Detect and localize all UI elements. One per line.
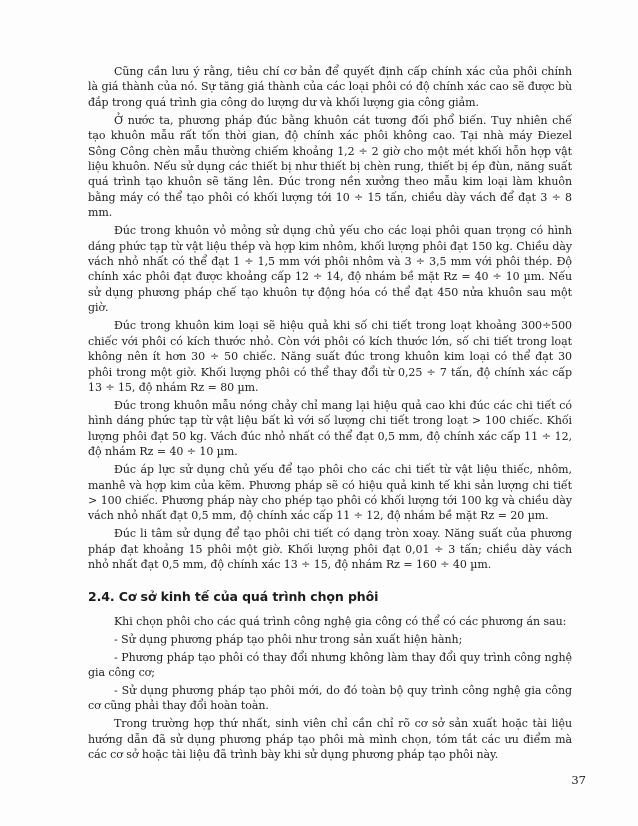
list-item-option-3: - Sử dụng phương pháp tạo phôi mới, do đó toàn bộ quy trình công nghệ gia công cơ cũng phải thay đổi hoàn toàn.: [88, 683, 572, 713]
section-heading: 2.4. Cơ sở kinh tế của quá trình chọn phôi: [88, 588, 379, 604]
paragraph-investment-casting: Đúc trong khuôn mẫu nóng chảy chỉ mang lại hiệu quả cao khi đúc các chi tiết có hình dáng phức tạp từ vật liệu bất kì với số lượng chi tiết trong loạt > 100 chiếc. Khối lượng phôi đạt 50 kg. Vách đúc nhỏ nhất có thể đạt 0,5 mm, độ chính xác cấp 11 ÷ 12, độ nhám Rz = 40 ÷ 10 µm.: [88, 398, 572, 459]
list-item-option-1: - Sử dụng phương pháp tạo phôi như trong sản xuất hiện hành;: [114, 632, 463, 646]
paragraph-centrifugal-casting: Đúc li tâm sử dụng để tạo phôi chi tiết có dạng tròn xoay. Năng suất của phương pháp đạt khoảng 15 phôi một giờ. Khối lượng phôi đạt 0,01 ÷ 3 tấn; chiều dày vách nhỏ nhất đạt 0,5 mm, độ chính xác 13 ÷ 15, độ nhám Rz = 160 ÷ 40 µm.: [88, 527, 572, 572]
page-number: 37: [571, 773, 586, 787]
paragraph-first-case: Trong trường hợp thứ nhất, sinh viên chỉ cần chỉ rõ cơ sở sản xuất hoặc tài liệu hướng dẫn đã sử dụng phương pháp tạo phôi mà mình chọn, tóm tắt các ưu điểm mà các cơ sở hoặc tài liệu đã trình bày khi sử dụng phương pháp tạo phôi này.: [88, 717, 572, 762]
paragraph-metal-mold-casting: Đúc trong khuôn kim loại sẽ hiệu quả khi số chi tiết trong loạt khoảng 300÷500 chiếc với phôi có kích thước nhỏ. Còn với phôi có kích thước lớn, số chi tiết trong loạt không nên ít hơn 30 ÷ 50 chiếc. Năng suất đúc trong khuôn kim loại có thể đạt 30 phôi trong một giờ. Khối lượng phôi có thể thay đổi từ 0,25 ÷ 7 tấn, độ chính xác cấp 13 ÷ 15, độ nhám Rz = 80 µm.: [88, 319, 572, 394]
list-item-option-2: - Phương pháp tạo phôi có thay đổi nhưng không làm thay đổi quy trình công nghệ gia công cơ;: [88, 650, 572, 679]
page-content: [88, 64, 572, 763]
paragraph-price-criteria: Cũng cần lưu ý rằng, tiêu chí cơ bản để quyết định cấp chính xác của phôi chính là giá thành của nó. Sự tăng giá thành của các loại phôi có độ chính xác cao sẽ được bù đắp trong quá trình gia công do lượng dư và khối lượng gia công giảm.: [88, 65, 572, 109]
paragraph-options-intro: Khi chọn phôi cho các quá trình công nghệ gia công có thể có các phương án sau:: [114, 614, 567, 628]
paragraph-sand-mold-casting: Ở nước ta, phương pháp đúc bằng khuôn cát tương đối phổ biến. Tuy nhiên chế tạo khuôn mẫu rất tốn thời gian, độ chính xác phôi không cao. Tại nhà máy Điezel Sông Công chèn mẫu thường chiếm khoảng 1,2 ÷ 2 giờ cho một mét khối hỗn hợp vật liệu khuôn. Nếu sử dụng các thiết bị như thiết bị chèn rung, thiết bị ép đùn, năng suất quá trình tạo khuôn sẽ tăng lên. Đúc trong nền xưởng theo mẫu kim loại làm khuôn bằng máy có thể tạo phôi có khối lượng tới 10 ÷ 15 tấn, chiều dày vách để đạt 3 ÷ 8 mm.: [88, 113, 572, 220]
paragraph-pressure-casting: Đúc áp lực sử dụng chủ yếu để tạo phôi cho các chi tiết từ vật liệu thiếc, nhôm, manhê và hợp kim của kẽm. Phương pháp sẽ có hiệu quả kinh tế khi sản lượng chi tiết > 100 chiếc. Phương pháp này cho phép tạo phôi có khối lượng tới 100 kg và chiều dày vách nhỏ nhất đạt 0,5 mm, độ chính xác cấp 11 ÷ 12, độ nhám bề mặt Rz = 20 µm.: [88, 463, 572, 523]
paragraph-shell-mold-casting: Đúc trong khuôn vỏ mỏng sử dụng chủ yếu cho các loại phôi quan trọng có hình dáng phức tạp từ vật liệu thép và hợp kim nhôm, khối lượng phôi đạt 150 kg. Chiều dày vách nhỏ nhất có thể đạt 1 ÷ 1,5 mm với phôi nhôm và 3 ÷ 3,5 mm với phôi thép. Độ chính xác phôi đạt được khoảng cấp 12 ÷ 14, độ nhám bề mặt Rz = 40 ÷ 10 µm. Nếu sử dụng phương pháp chế tạo khuôn tự động hóa có thể đạt 450 nửa khuôn sau một giờ.: [88, 224, 572, 315]
